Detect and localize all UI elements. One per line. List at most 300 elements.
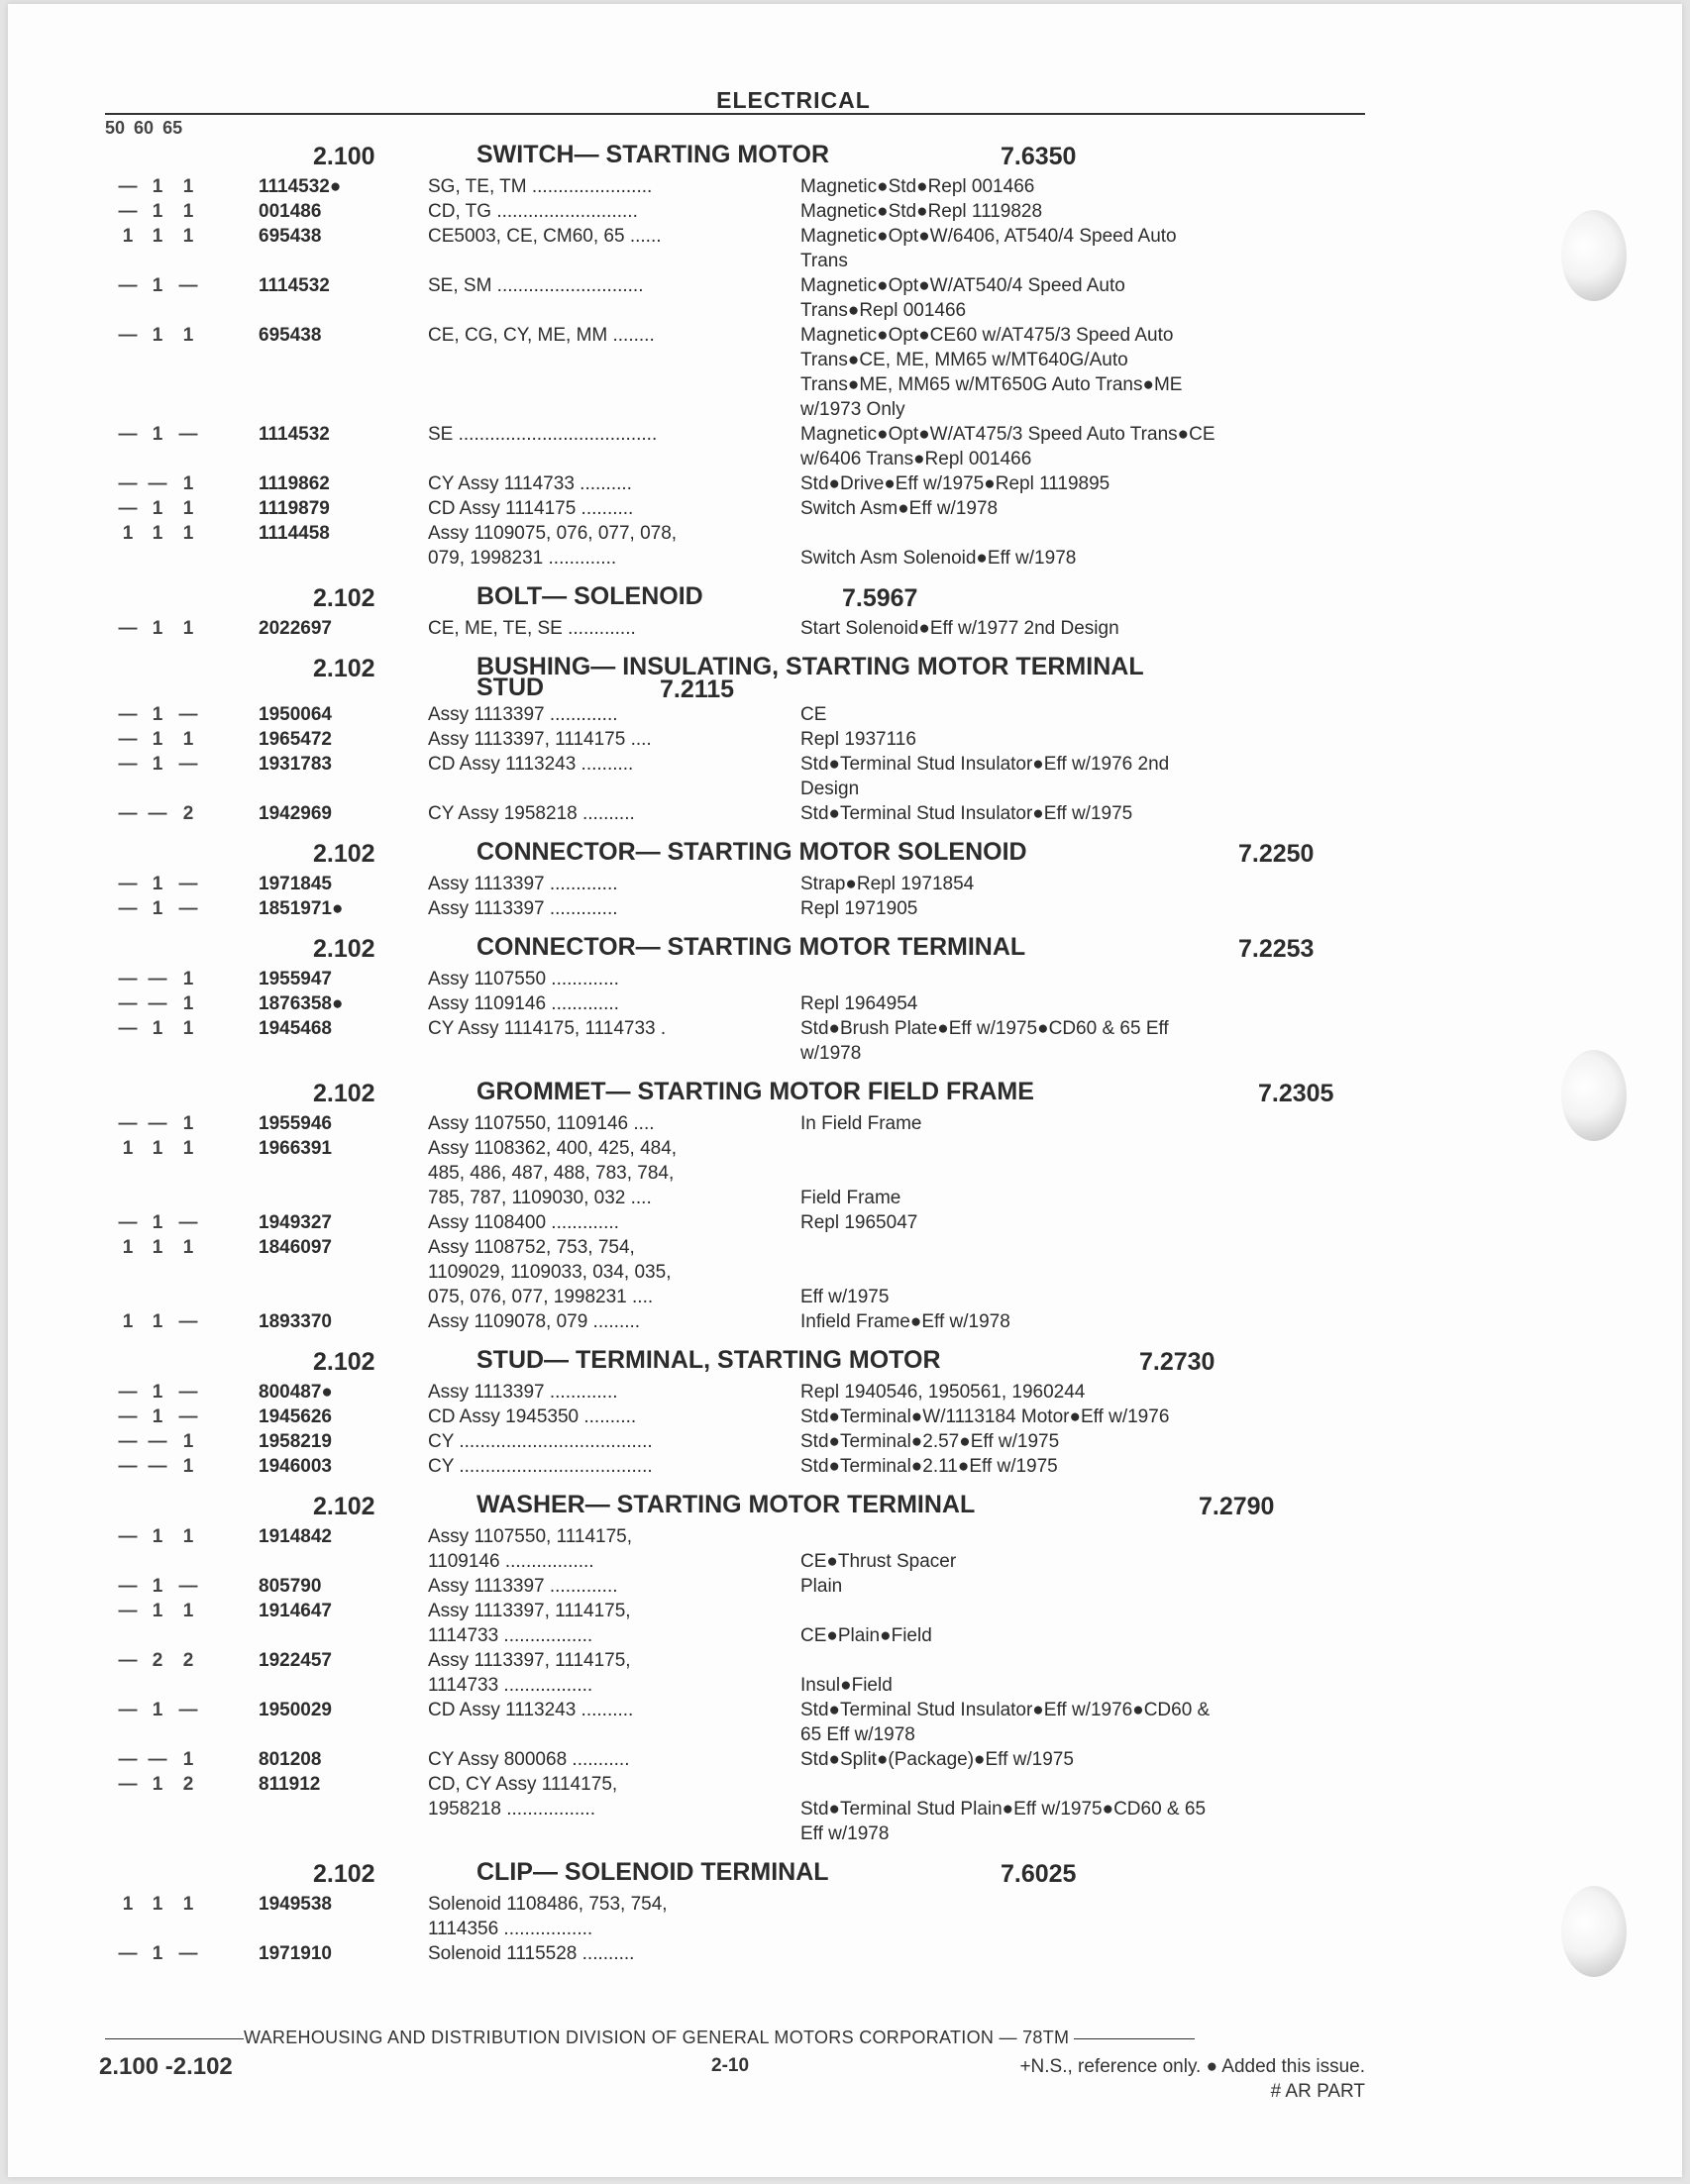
- description-line: Trans●ME, MM65 w/MT650G Auto Trans●ME: [800, 374, 1183, 395]
- application-line: CD Assy 1113243 ..........: [428, 1700, 634, 1720]
- part-row: [105, 1404, 1363, 1429]
- part-description: [800, 801, 1355, 826]
- qty-65: 1: [182, 325, 194, 346]
- description-line: Repl 1940546, 1950561, 1960244: [800, 1382, 1086, 1403]
- part-description: [800, 1454, 1355, 1479]
- column-year-65: 65: [162, 118, 183, 138]
- part-number: 1846097: [259, 1237, 332, 1258]
- application-line: Assy 1107550, 1114175,: [428, 1526, 632, 1547]
- line-spacer: [428, 397, 799, 422]
- section-title: WASHER— STARTING MOTOR TERMINAL: [476, 1491, 976, 1518]
- qty-50: —: [118, 176, 138, 197]
- qty-65: 1: [182, 498, 194, 519]
- application-line: CY Assy 800068 ...........: [428, 1749, 630, 1770]
- section-heading: [105, 1076, 1363, 1111]
- description-line: [800, 1260, 1355, 1285]
- description-line: Std●Terminal●W/1113184 Motor●Eff w/1976: [800, 1406, 1170, 1427]
- application-line: 1114733 .................: [428, 1675, 593, 1696]
- part-description: [800, 1404, 1355, 1429]
- section-number: 2.102: [313, 1493, 375, 1520]
- description-line: Eff w/1975: [800, 1287, 890, 1307]
- section-number: 2.100: [313, 143, 375, 170]
- qty-60: 1: [152, 424, 163, 445]
- part-row: [105, 1941, 1363, 1966]
- part-description: [800, 273, 1355, 323]
- qty-50: —: [118, 993, 138, 1014]
- part-number: 1119862: [259, 473, 330, 494]
- qty-65: 1: [182, 993, 194, 1014]
- part-description: [800, 1235, 1355, 1309]
- qty-65: 1: [182, 1526, 194, 1547]
- qty-65: 2: [182, 1650, 194, 1671]
- section-title: STUD— TERMINAL, STARTING MOTOR: [476, 1346, 941, 1374]
- part-number: 1914842: [259, 1526, 332, 1547]
- part-description: [800, 1648, 1355, 1698]
- qty-65: 1: [182, 1138, 194, 1159]
- section-title: GROMMET— STARTING MOTOR FIELD FRAME: [476, 1078, 1034, 1105]
- part-description: [800, 752, 1355, 801]
- qty-50: —: [118, 1382, 138, 1403]
- description-line: [800, 1599, 1355, 1623]
- part-description: [800, 1380, 1355, 1404]
- qty-60: 1: [152, 1382, 163, 1403]
- part-number: 805790: [259, 1576, 322, 1597]
- qty-50: —: [118, 1749, 138, 1770]
- description-line: Repl 1971905: [800, 898, 918, 919]
- part-row: [105, 1648, 1363, 1698]
- application-line: CE, CG, CY, ME, MM ........: [428, 325, 655, 346]
- application-line: Assy 1108400 .............: [428, 1212, 619, 1233]
- description-line: Strap●Repl 1971854: [800, 874, 975, 894]
- qty-50: —: [118, 1212, 138, 1233]
- description-line: Magnetic●Opt●W/6406, AT540/4 Speed Auto: [800, 226, 1177, 247]
- qty-50: —: [118, 754, 138, 775]
- footer-note-ar: # AR PART: [1270, 2081, 1365, 2102]
- description-line: Field Frame: [800, 1188, 901, 1208]
- section-title: CONNECTOR— STARTING MOTOR SOLENOID: [476, 838, 1027, 866]
- description-line: Insul●Field: [800, 1675, 893, 1696]
- qty-50: —: [118, 618, 138, 639]
- part-description: [800, 1599, 1355, 1648]
- qty-60: —: [148, 1113, 167, 1134]
- application-line: Solenoid 1108486, 753, 754,: [428, 1894, 668, 1915]
- qty-65: 1: [182, 969, 194, 989]
- description-line: Plain: [800, 1576, 843, 1597]
- part-number: 1114532: [259, 424, 330, 445]
- description-line: Magnetic●Opt●CE60 w/AT475/3 Speed Auto: [800, 325, 1174, 346]
- footer-publisher-line: [105, 2028, 1365, 2048]
- qty-60: 1: [152, 275, 163, 296]
- description-line: Std●Terminal Stud Insulator●Eff w/1976●CD60 &: [800, 1700, 1211, 1720]
- part-number: 1946003: [259, 1456, 332, 1477]
- part-description: [800, 1698, 1355, 1747]
- description-line: Magnetic●Opt●W/AT540/4 Speed Auto: [800, 275, 1125, 296]
- qty-65: —: [178, 424, 198, 445]
- part-description: [800, 496, 1355, 521]
- part-description: [800, 521, 1355, 571]
- application-line: CE5003, CE, CM60, 65 ......: [428, 226, 662, 247]
- application-line: CY Assy 1114175, 1114733 .: [428, 1018, 667, 1039]
- qty-60: 1: [152, 1212, 163, 1233]
- part-description: [800, 896, 1355, 921]
- qty-65: 1: [182, 1431, 194, 1452]
- qty-50: —: [118, 424, 138, 445]
- section-heading: [105, 836, 1363, 872]
- section-number: 2.102: [313, 584, 375, 612]
- qty-50: —: [118, 704, 138, 725]
- qty-60: —: [148, 473, 167, 494]
- part-number: 1949327: [259, 1212, 332, 1233]
- application-line: Assy 1109078, 079 .........: [428, 1311, 641, 1332]
- application-line: CD, CY Assy 1114175,: [428, 1774, 618, 1795]
- qty-65: 1: [182, 1894, 194, 1915]
- part-description: [800, 991, 1355, 1016]
- parts-section: [105, 931, 1363, 1066]
- part-row: [105, 471, 1363, 496]
- parts-section: [105, 1076, 1363, 1334]
- part-row: [105, 199, 1363, 224]
- application-line: Solenoid 1115528 ..........: [428, 1943, 635, 1964]
- application-line: Assy 1107550 .............: [428, 969, 619, 989]
- qty-50: —: [118, 898, 138, 919]
- description-line: CE●Plain●Field: [800, 1625, 932, 1646]
- qty-65: —: [178, 1311, 198, 1332]
- part-description: [800, 323, 1355, 422]
- qty-50: —: [118, 1576, 138, 1597]
- qty-50: 1: [122, 226, 134, 247]
- application-line: 1114733 .................: [428, 1625, 593, 1646]
- qty-60: 1: [152, 523, 163, 544]
- qty-50: 1: [122, 1138, 134, 1159]
- qty-60: 1: [152, 1406, 163, 1427]
- qty-60: 1: [152, 176, 163, 197]
- application-line: 075, 076, 077, 1998231 ....: [428, 1287, 654, 1307]
- description-line: [800, 1136, 1355, 1161]
- section-heading: [105, 651, 1363, 702]
- part-number: 1971910: [259, 1943, 332, 1964]
- description-line: Design: [800, 779, 860, 799]
- footer-publisher-text: WAREHOUSING AND DISTRIBUTION DIVISION OF GENERAL MOTORS CORPORATION — 78TM: [244, 2028, 1070, 2047]
- part-number: 1931783: [259, 754, 332, 775]
- part-number: 1114532: [259, 275, 330, 296]
- footer-page-number: 2-10: [711, 2055, 750, 2076]
- line-spacer: [428, 1722, 799, 1747]
- section-title: CONNECTOR— STARTING MOTOR TERMINAL: [476, 933, 1026, 961]
- parts-section: [105, 1489, 1363, 1846]
- qty-60: 1: [152, 618, 163, 639]
- part-row: [105, 174, 1363, 199]
- qty-65: —: [178, 1943, 198, 1964]
- application-line: Assy 1113397 .............: [428, 898, 618, 919]
- section-heading: [105, 1344, 1363, 1380]
- qty-60: 1: [152, 1311, 163, 1332]
- qty-60: —: [148, 993, 167, 1014]
- qty-65: 1: [182, 473, 194, 494]
- qty-65: —: [178, 898, 198, 919]
- part-row: [105, 422, 1363, 471]
- part-row: [105, 1772, 1363, 1846]
- qty-50: —: [118, 1406, 138, 1427]
- qty-50: —: [118, 1456, 138, 1477]
- application-line: Assy 1113397 .............: [428, 1576, 618, 1597]
- description-line: Std●Split●(Package)●Eff w/1975: [800, 1749, 1074, 1770]
- binder-hole-top: [1561, 210, 1627, 301]
- part-row: [105, 1698, 1363, 1747]
- part-row: [105, 1380, 1363, 1404]
- part-description: [800, 872, 1355, 896]
- qty-65: —: [178, 704, 198, 725]
- footer-section-range: 2.100 -2.102: [99, 2053, 233, 2080]
- qty-60: —: [148, 969, 167, 989]
- section-heading: [105, 931, 1363, 967]
- qty-60: —: [148, 803, 167, 824]
- part-row: [105, 616, 1363, 641]
- part-row: [105, 273, 1363, 323]
- sections-container: [105, 139, 1363, 1966]
- qty-60: 1: [152, 729, 163, 750]
- qty-50: —: [118, 1943, 138, 1964]
- section-heading: [105, 1856, 1363, 1892]
- application-line: CY .....................................: [428, 1431, 653, 1452]
- description-line: [800, 521, 1355, 546]
- qty-65: —: [178, 754, 198, 775]
- part-row: [105, 896, 1363, 921]
- section-number: 2.102: [313, 1860, 375, 1888]
- section-code: 7.6350: [1001, 143, 1077, 170]
- part-number: 695438: [259, 325, 322, 346]
- part-number: 1955946: [259, 1113, 332, 1134]
- description-line: Repl 1965047: [800, 1212, 918, 1233]
- qty-50: —: [118, 1113, 138, 1134]
- qty-60: 1: [152, 1894, 163, 1915]
- part-description: [800, 1309, 1355, 1334]
- section-code: 7.2253: [1238, 935, 1315, 963]
- section-number: 2.102: [313, 1080, 375, 1107]
- part-description: [800, 199, 1355, 224]
- line-spacer: [428, 348, 799, 372]
- application-line: 1114356 .................: [428, 1919, 593, 1939]
- description-line: Trans: [800, 251, 848, 271]
- parts-section: [105, 1344, 1363, 1479]
- description-line: Switch Asm●Eff w/1978: [800, 498, 999, 519]
- section-number: 2.102: [313, 840, 375, 868]
- part-number: 695438: [259, 226, 322, 247]
- section-title: SWITCH— STARTING MOTOR: [476, 141, 829, 168]
- section-code: 7.6025: [1001, 1860, 1077, 1888]
- qty-60: 1: [152, 898, 163, 919]
- qty-60: 1: [152, 1576, 163, 1597]
- qty-65: 1: [182, 729, 194, 750]
- section-title-continued: STUD: [476, 674, 545, 701]
- part-number: 1965472: [259, 729, 332, 750]
- part-row: [105, 323, 1363, 422]
- application-line: CD Assy 1945350 ..........: [428, 1406, 637, 1427]
- qty-50: —: [118, 729, 138, 750]
- application-line: Assy 1108362, 400, 425, 484,: [428, 1138, 678, 1159]
- qty-60: 1: [152, 704, 163, 725]
- footer-rule-right: [1074, 2038, 1195, 2039]
- application-line: CD Assy 1113243 ..........: [428, 754, 634, 775]
- description-line: [800, 1524, 1355, 1549]
- qty-50: —: [118, 498, 138, 519]
- qty-50: —: [118, 1601, 138, 1621]
- qty-50: —: [118, 874, 138, 894]
- description-line: Std●Brush Plate●Eff w/1975●CD60 & 65 Eff: [800, 1018, 1169, 1039]
- part-row: [105, 224, 1363, 273]
- part-description: [800, 1136, 1355, 1210]
- section-code: 7.2250: [1238, 840, 1315, 868]
- qty-65: 1: [182, 1601, 194, 1621]
- part-number: 1114458: [259, 523, 330, 544]
- part-row: [105, 1309, 1363, 1334]
- part-number: 2022697: [259, 618, 332, 639]
- part-row: [105, 496, 1363, 521]
- part-description: [800, 1574, 1355, 1599]
- part-row: [105, 967, 1363, 991]
- description-line: 65 Eff w/1978: [800, 1724, 915, 1745]
- qty-50: 1: [122, 1311, 134, 1332]
- application-line: Assy 1113397 .............: [428, 874, 618, 894]
- application-line: Assy 1113397 .............: [428, 704, 618, 725]
- description-line: Trans●CE, ME, MM65 w/MT640G/Auto: [800, 350, 1128, 370]
- part-number: 1966391: [259, 1138, 332, 1159]
- part-number: 1945468: [259, 1018, 332, 1039]
- part-number: 1949538: [259, 1894, 332, 1915]
- model-year-columns: [105, 117, 1363, 139]
- description-line: Repl 1937116: [800, 729, 916, 750]
- footer-legend: [892, 2054, 1365, 2104]
- part-description: [800, 1892, 1355, 1941]
- description-line: Std●Terminal●2.11●Eff w/1975: [800, 1456, 1058, 1477]
- qty-65: 1: [182, 226, 194, 247]
- line-spacer: [428, 777, 799, 801]
- part-row: [105, 1574, 1363, 1599]
- part-number: 1114532●: [259, 176, 342, 197]
- application-line: 1109146 .................: [428, 1551, 594, 1572]
- application-line: CE, ME, TE, SE .............: [428, 618, 636, 639]
- qty-60: 1: [152, 874, 163, 894]
- application-line: 785, 787, 1109030, 032 ....: [428, 1188, 652, 1208]
- description-line: Magnetic●Opt●W/AT475/3 Speed Auto Trans●CE: [800, 424, 1215, 445]
- qty-50: —: [118, 275, 138, 296]
- part-number: 1955947: [259, 969, 332, 989]
- qty-50: —: [118, 1526, 138, 1547]
- application-line: 1109029, 1109033, 034, 035,: [428, 1262, 672, 1283]
- part-number: 1893370: [259, 1311, 332, 1332]
- parts-section: [105, 651, 1363, 826]
- part-number: 1950064: [259, 704, 332, 725]
- description-line: Std●Terminal●2.57●Eff w/1975: [800, 1431, 1060, 1452]
- qty-60: 1: [152, 754, 163, 775]
- qty-50: 1: [122, 523, 134, 544]
- part-description: [800, 1429, 1355, 1454]
- description-line: [800, 1892, 1355, 1917]
- section-number: 2.102: [313, 655, 375, 682]
- qty-60: 1: [152, 1774, 163, 1795]
- page-heading: ELECTRICAL: [716, 87, 871, 113]
- qty-60: 1: [152, 1237, 163, 1258]
- application-line: Assy 1113397, 1114175,: [428, 1650, 631, 1671]
- part-description: [800, 727, 1355, 752]
- part-number: 801208: [259, 1749, 322, 1770]
- description-line: [800, 967, 1355, 991]
- description-line: [800, 1941, 1355, 1966]
- part-description: [800, 1210, 1355, 1235]
- heading-rule: [105, 113, 1365, 115]
- application-line: CD Assy 1114175 ..........: [428, 498, 634, 519]
- part-row: [105, 752, 1363, 801]
- qty-60: —: [148, 1456, 167, 1477]
- part-number: 001486: [259, 201, 322, 222]
- part-description: [800, 422, 1355, 471]
- part-row: [105, 1454, 1363, 1479]
- line-spacer: [428, 447, 799, 471]
- qty-60: —: [148, 1431, 167, 1452]
- section-title: BUSHING— INSULATING, STARTING MOTOR TERMINAL: [476, 653, 1144, 680]
- part-description: [800, 471, 1355, 496]
- part-description: [800, 1747, 1355, 1772]
- application-line: Assy 1113397, 1114175,: [428, 1601, 631, 1621]
- qty-65: 1: [182, 1237, 194, 1258]
- qty-65: 1: [182, 618, 194, 639]
- qty-65: —: [178, 1382, 198, 1403]
- section-heading: [105, 1489, 1363, 1524]
- description-line: [800, 1917, 1355, 1941]
- section-code: 7.5967: [842, 584, 918, 612]
- footer-rule-left: [105, 2038, 244, 2039]
- description-line: Repl 1964954: [800, 993, 918, 1014]
- section-heading: [105, 139, 1363, 174]
- qty-65: 1: [182, 1018, 194, 1039]
- part-number: 1971845: [259, 874, 332, 894]
- description-line: Std●Terminal Stud Plain●Eff w/1975●CD60 & 65: [800, 1799, 1207, 1820]
- parts-section: [105, 580, 1363, 641]
- part-row: [105, 801, 1363, 826]
- application-line: Assy 1109146 .............: [428, 993, 619, 1014]
- part-number: 811912: [259, 1774, 321, 1795]
- qty-65: —: [178, 1700, 198, 1720]
- part-description: [800, 616, 1355, 641]
- application-line: CY .....................................: [428, 1456, 653, 1477]
- part-row: [105, 727, 1363, 752]
- qty-60: 1: [152, 1138, 163, 1159]
- description-line: Magnetic●Std●Repl 001466: [800, 176, 1035, 197]
- description-line: Std●Drive●Eff w/1975●Repl 1119895: [800, 473, 1110, 494]
- binder-hole-middle: [1561, 1050, 1627, 1141]
- qty-50: —: [118, 1700, 138, 1720]
- part-description: [800, 174, 1355, 199]
- parts-section: [105, 139, 1363, 571]
- part-row: [105, 1210, 1363, 1235]
- section-code: 7.2790: [1199, 1493, 1275, 1520]
- qty-50: —: [118, 201, 138, 222]
- section-code: 7.2730: [1139, 1348, 1215, 1376]
- qty-60: 1: [152, 226, 163, 247]
- section-heading: [105, 580, 1363, 616]
- part-number: 1876358●: [259, 993, 344, 1014]
- application-line: Assy 1113397 .............: [428, 1382, 618, 1403]
- description-line: In Field Frame: [800, 1113, 922, 1134]
- application-line: 1958218 .................: [428, 1799, 595, 1820]
- application-line: CY Assy 1114733 ..........: [428, 473, 632, 494]
- qty-50: —: [118, 969, 138, 989]
- column-year-60: 60: [134, 118, 155, 138]
- description-line: w/1973 Only: [800, 399, 905, 420]
- description-line: Infield Frame●Eff w/1978: [800, 1311, 1010, 1332]
- qty-60: 1: [152, 1700, 163, 1720]
- qty-65: —: [178, 874, 198, 894]
- description-line: CE: [800, 704, 827, 725]
